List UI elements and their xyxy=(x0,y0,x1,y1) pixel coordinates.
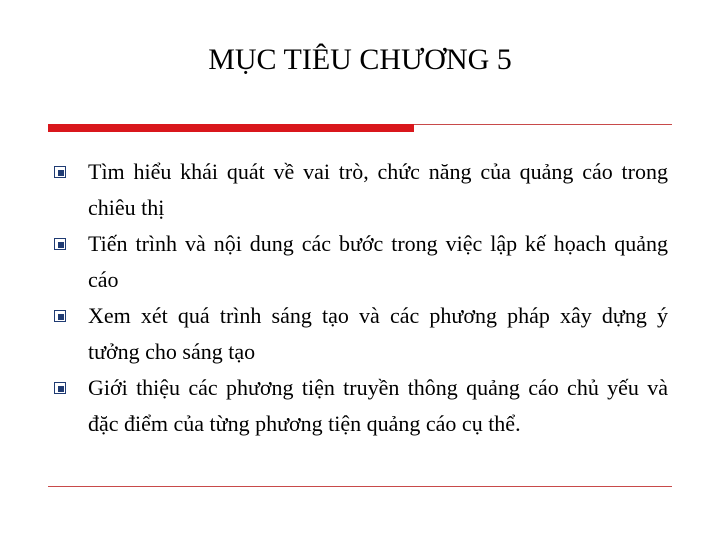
list-item xyxy=(48,154,668,226)
checkbox-bullet-icon xyxy=(54,310,66,322)
checkbox-bullet-icon xyxy=(54,382,66,394)
list-item xyxy=(48,226,668,298)
title-underline-thin xyxy=(414,124,672,125)
list-item xyxy=(48,298,668,370)
list-item-text: Tiến trình và nội dung các bước trong việc lập kế họach quảng cáo xyxy=(88,231,668,292)
objectives-list xyxy=(48,154,668,442)
title-underline-red xyxy=(48,124,414,132)
checkbox-bullet-icon xyxy=(54,166,66,178)
footer-divider xyxy=(48,486,672,487)
list-item-text: Tìm hiểu khái quát về vai trò, chức năng của quảng cáo trong chiêu thị xyxy=(88,159,668,220)
list-item xyxy=(48,370,668,442)
list-item-text: Xem xét quá trình sáng tạo và các phương pháp xây dựng ý tưởng cho sáng tạo xyxy=(88,303,668,364)
slide-title: MỤC TIÊU CHƯƠNG 5 xyxy=(208,43,512,76)
list-item-text: Giới thiệu các phương tiện truyền thông quảng cáo chủ yếu và đặc điểm của từng phương tiện quảng cáo cụ thể. xyxy=(88,375,668,436)
checkbox-bullet-icon xyxy=(54,238,66,250)
